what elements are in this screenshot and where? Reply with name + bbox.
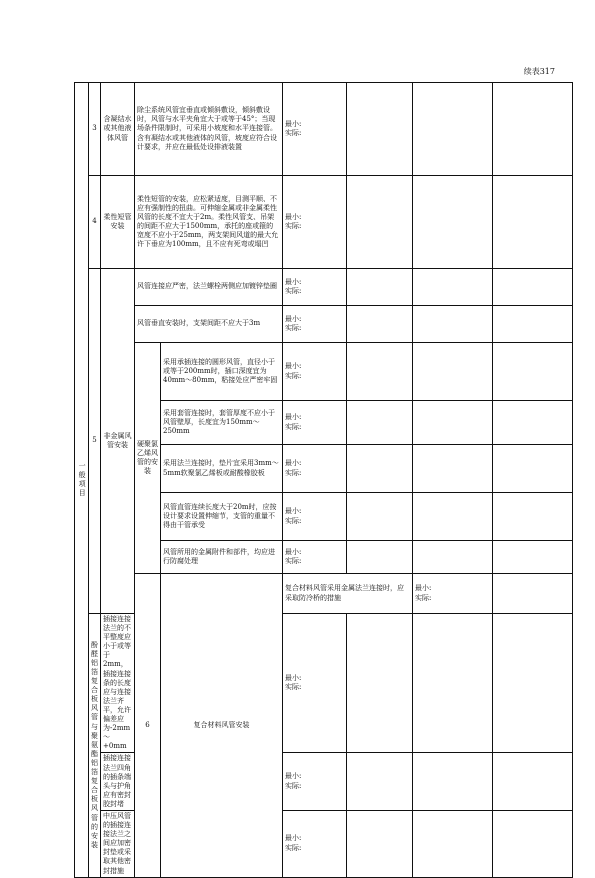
blank-cell[interactable] [493,445,573,493]
table-row [75,574,573,614]
requirement-text: 风管所用的金属附件和部件，均应进行防腐处理 [161,541,283,574]
subgroup-name: 酚醛铝箔复合板风管与聚氨酯铝箔复合板风管的安装 [89,614,101,878]
measurement-cell: 最小: 实际: [283,753,347,811]
measurement-cell: 最小: 实际: [283,541,347,574]
blank-cell[interactable] [413,343,493,401]
item-name: 柔性短管安装 [101,176,135,269]
item-name: 复合材料风管安装 [161,574,283,878]
requirement-text: 除尘系统风管宜垂直或倾斜敷设，倾斜敷设时，风管与水平夹角宜大于或等于45°；当现场条件限制时，可采用小坡度和水平连接管。含有凝结水或其他液体的风管，坡度应符合设计要求，并应在最低处设排液装置 [135,83,283,176]
blank-cell[interactable] [347,493,413,541]
blank-cell[interactable] [347,83,413,176]
table-row [75,343,573,401]
blank-cell[interactable] [413,614,493,753]
blank-cell[interactable] [493,810,573,877]
measurement-cell: 最小: 实际: [283,614,347,753]
subgroup-name: 硬聚氯乙烯风管的安装 [135,343,161,574]
table-row [75,269,573,306]
blank-cell[interactable] [413,541,493,574]
item-number: 6 [135,574,161,878]
requirement-text: 采用承插连接的圆形风管，直径小于或等于200mm时，插口深度宜为40mm～80mm，粘接处应严密牢固 [161,343,283,401]
blank-cell[interactable] [347,401,413,445]
item-number: 5 [89,269,101,614]
blank-cell[interactable] [347,269,413,306]
blank-cell[interactable] [347,614,413,753]
item-name: 含凝结水或其他液体风管 [101,83,135,176]
requirement-text: 采用法兰连接时，垫片宜采用3mm～5mm软聚氯乙烯板或耐酸橡胶板 [161,445,283,493]
blank-cell[interactable] [413,401,493,445]
continued-table-label: 续表317 [523,67,555,76]
measurement-cell: 最小: 实际: [283,493,347,541]
table-row [75,306,573,343]
measurement-cell: 最小: 实际: [283,445,347,493]
requirement-text: 采用套管连接时，套管厚度不应小于风管壁厚，长度宜为150mm～250mm [161,401,283,445]
blank-cell[interactable] [493,269,573,306]
blank-cell[interactable] [493,753,573,811]
blank-cell[interactable] [347,306,413,343]
category-cell [75,83,89,878]
measurement-cell: 最小: 实际: [283,176,347,269]
measurement-cell: 最小: 实际: [413,574,493,614]
blank-cell[interactable] [413,269,493,306]
measurement-cell: 最小: 实际: [283,343,347,401]
blank-cell[interactable] [347,753,413,811]
blank-cell[interactable] [413,810,493,877]
requirement-text: 风管连接应严密，法兰螺栓两侧应加镀锌垫圈 [135,269,283,306]
item-number: 3 [89,83,101,176]
blank-cell[interactable] [413,306,493,343]
item-name: 非金属风管安装 [101,269,135,614]
requirement-text: 中压风管的插接连接法兰之间应加密封垫或采取其他密封措施 [101,810,135,877]
blank-cell[interactable] [347,176,413,269]
requirement-text: 柔性短管的安装，应松紧适度，目测平顺、不应有强制性的扭曲。可伸缩金属或非金属柔性风管的长度不宜大于2m。柔性风管支、吊架的间距不应大于1500mm，承托的座或箍的宽度不应小于25mm，两支架间风道的最大允许下垂应为100mm，且不应有死弯或塌凹 [135,176,283,269]
measurement-cell: 最小: 实际: [283,810,347,877]
blank-cell[interactable] [347,541,413,574]
requirement-text: 风管直管连续长度大于20m时，应按设计要求设置伸缩节，支管的重量不得由干管承受 [161,493,283,541]
table-row [75,176,573,269]
blank-cell[interactable] [493,306,573,343]
blank-cell[interactable] [493,343,573,401]
blank-cell[interactable] [493,541,573,574]
requirement-text: 复合材料风管采用金属法兰连接时，应采取防冷桥的措施 [283,574,413,614]
blank-cell[interactable] [493,176,573,269]
blank-cell[interactable] [347,343,413,401]
blank-cell[interactable] [347,445,413,493]
requirement-text: 插接连接法兰的不平整度应小于或等于2mm，插接连接条的长度应与连接法兰齐平，允许偏差应为-2mm～+0mm [101,614,135,753]
blank-cell[interactable] [493,401,573,445]
measurement-cell: 最小: 实际: [283,401,347,445]
measurement-cell: 最小: 实际: [283,83,347,176]
item-number: 4 [89,176,101,269]
blank-cell[interactable] [413,83,493,176]
blank-cell[interactable] [413,176,493,269]
blank-cell[interactable] [493,614,573,753]
blank-cell[interactable] [493,574,573,614]
table-row [75,83,573,176]
measurement-cell: 最小: 实际: [283,269,347,306]
measurement-cell: 最小: 实际: [283,306,347,343]
blank-cell[interactable] [413,445,493,493]
inspection-table [74,82,573,878]
blank-cell[interactable] [347,810,413,877]
blank-cell[interactable] [493,493,573,541]
requirement-text: 插接连接法兰四角的插条端头与护角应有密封胶封堵 [101,753,135,811]
requirement-text: 风管垂直安装时，支架间距不应大于3m [135,306,283,343]
category-label: 一般项目 [78,461,87,498]
blank-cell[interactable] [413,493,493,541]
blank-cell[interactable] [493,83,573,176]
blank-cell[interactable] [413,753,493,811]
